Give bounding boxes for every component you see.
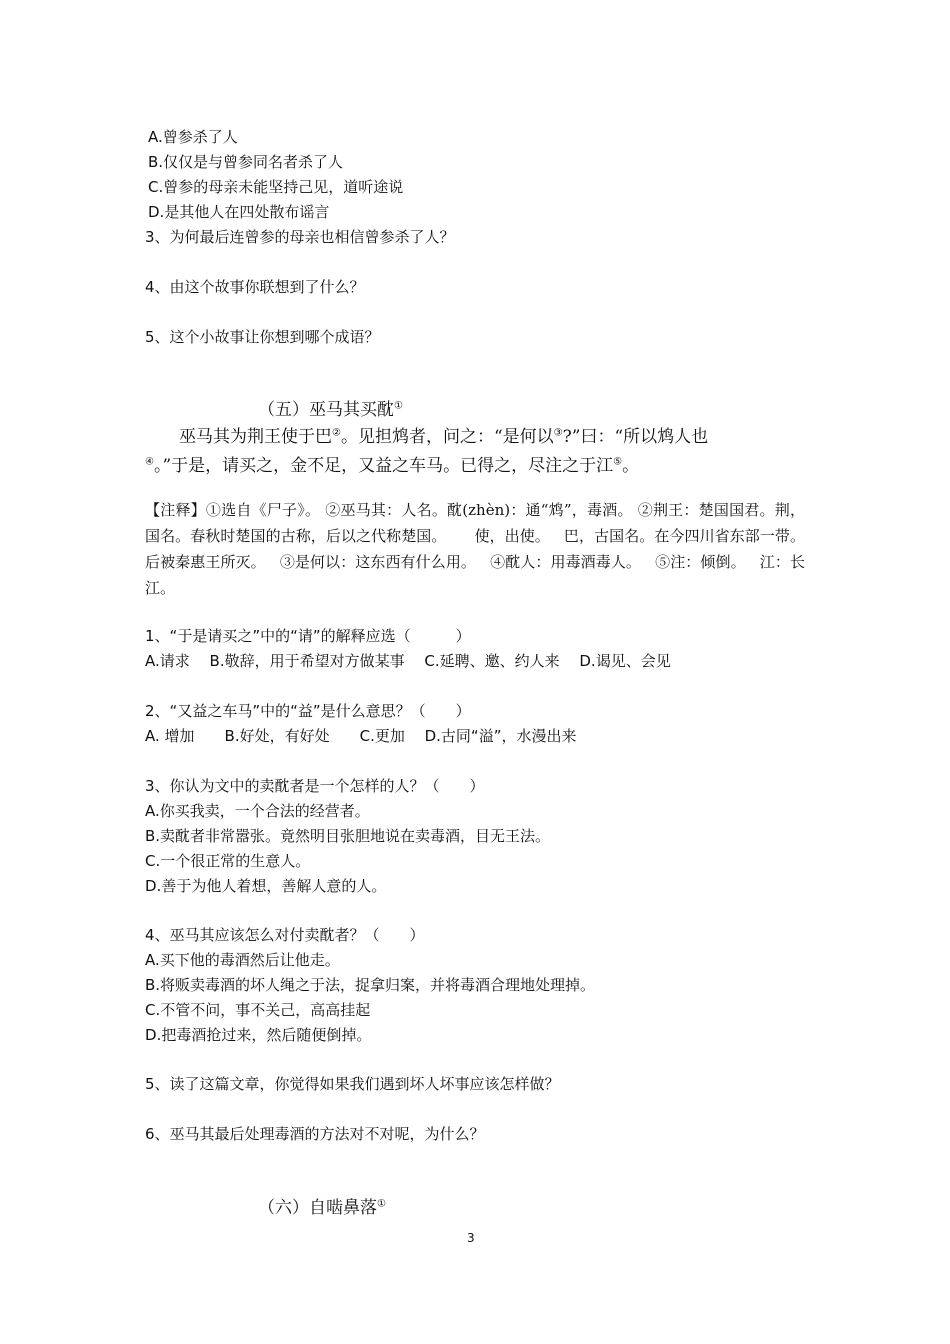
option-a: A.买下他的毒酒然后让他走。	[145, 951, 340, 969]
passage-text: 。	[622, 456, 640, 476]
section-title-text: （五）巫马其买酖	[258, 400, 394, 420]
page-number: 3	[467, 1231, 475, 1245]
question-3: 3、为何最后连曾参的母亲也相信曾参杀了人？	[145, 228, 455, 246]
passage-text: 。”于是，请买之，金不足，又益之车马。已得之，尽注之于江	[153, 456, 614, 476]
title-footnote-mark: ①	[394, 400, 403, 412]
question-2-options: A. 增加 B.好处，有好处 C.更加 D.古同“溢”，水漫出来	[145, 727, 577, 745]
question-3: 3、你认为文中的卖酖者是一个怎样的人？（ ）	[145, 777, 485, 795]
option-a: A.你买我卖，一个合法的经营者。	[145, 802, 370, 820]
option-b: B.将贩卖毒酒的坏人绳之于法，捉拿归案，并将毒酒合理地处理掉。	[145, 976, 596, 994]
passage	[145, 423, 805, 481]
question-4: 4、巫马其应该怎么对付卖酖者？（ ）	[145, 926, 425, 944]
question-5: 5、读了这篇文章，你觉得如果我们遇到坏人坏事应该怎样做？	[145, 1075, 560, 1093]
option-c: C.一个很正常的生意人。	[145, 852, 311, 870]
passage-text: 。见担鸩者，问之：“是何以	[340, 427, 554, 447]
footnote-mark: ②	[332, 427, 341, 439]
note-text: 【注释】①选自《尸子》。 ②巫马其：人名。酖(zhèn)：通“鸩”，毒酒。 ②荆王：楚国国君。荆，国名。春秋时楚国的古称，后以之代称楚国。	[145, 501, 805, 545]
annotation-block	[145, 497, 805, 601]
note-text: ⑤注：倾倒。	[655, 553, 746, 571]
option-d: D.把毒酒抢过来，然后随便倒掉。	[145, 1026, 372, 1044]
option-a: A.曾参杀了人	[148, 128, 238, 146]
title-footnote-mark: ①	[377, 1198, 386, 1210]
section-title-text: （六）自啮鼻落	[258, 1198, 377, 1218]
option-d: D.善于为他人着想，善解人意的人。	[145, 877, 387, 895]
option-d: D.是其他人在四处散布谣言	[148, 203, 330, 221]
note-text: 巴，古国名。在今四川省东部一带。后被秦惠王所灭。	[145, 527, 805, 571]
footnote-mark: ⑤	[613, 456, 623, 468]
option-c: C.不管不问，事不关己，高高挂起	[145, 1001, 371, 1019]
note-text: ④酖人：用毒酒毒人。	[490, 553, 642, 571]
question-1: 1、“于是请买之”中的“请”的解释应选（ ）	[145, 627, 471, 645]
note-text: 江：长江。	[145, 553, 805, 597]
question-5: 5、这个小故事让你想到哪个成语？	[145, 328, 380, 346]
passage-text: ?”曰：“所以鸩人也	[562, 427, 709, 447]
note-text: ③是何以：这东西有什么用。	[279, 553, 477, 571]
section-title	[258, 399, 403, 421]
footnote-mark: ④	[145, 456, 154, 468]
note-text: 使，出使。	[474, 527, 550, 545]
question-1-options: A.请求 B.敬辞，用于希望对方做某事 C.延聘、邀、约人来 D.谒见、会见	[145, 652, 671, 670]
option-b: B.卖酖者非常嚣张。竟然明目张胆地说在卖毒酒，目无王法。	[145, 827, 551, 845]
option-b: B.仅仅是与曾参同名者杀了人	[148, 153, 344, 171]
question-2: 2、“又益之车马”中的“益”是什么意思？（ ）	[145, 702, 471, 720]
passage-text: 巫马其为荆王使于巴	[179, 427, 332, 447]
question-4: 4、由这个故事你联想到了什么？	[145, 278, 365, 296]
footnote-mark: ③	[553, 427, 563, 439]
question-6: 6、巫马其最后处理毒酒的方法对不对呢，为什么？	[145, 1125, 485, 1143]
section-title	[258, 1197, 386, 1219]
option-c: C.曾参的母亲未能坚持己见，道听途说	[148, 178, 404, 196]
